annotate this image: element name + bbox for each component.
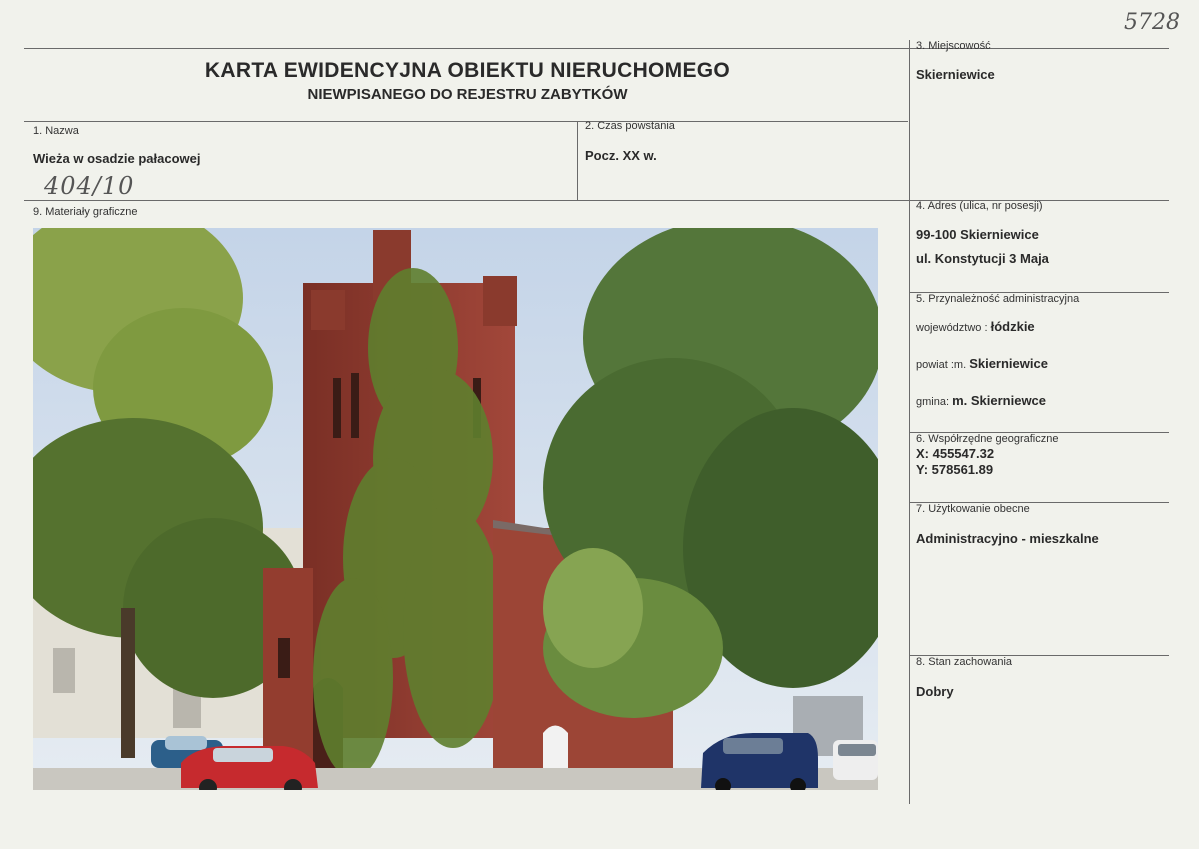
- wojewodztwo-row: [916, 319, 1035, 334]
- wojewodztwo-label: województwo :: [916, 322, 991, 334]
- coordinate-y: Y: 578561.89: [916, 462, 994, 477]
- right-column-divider: [909, 40, 910, 804]
- title-bottom-rule: [24, 121, 908, 122]
- top-rule: [24, 48, 1169, 49]
- powiat-value: Skierniewice: [969, 356, 1048, 371]
- right-tree: [543, 228, 878, 718]
- stan-label: 8. Stan zachowania: [916, 656, 1013, 668]
- czas-value: Pocz. XX w.: [585, 148, 657, 163]
- blue-van: [701, 733, 818, 790]
- inventory-number: 5728: [1124, 10, 1180, 35]
- tower-photo: [33, 228, 878, 790]
- handwritten-note: 404/10: [44, 172, 135, 200]
- stan-value: Dobry: [916, 684, 954, 699]
- adres-line1: 99-100 Skierniewice: [916, 227, 1039, 242]
- miejscowosc-label: 3. Miejscowość: [916, 40, 991, 52]
- card-subtitle: NIEWPISANEGO DO REJESTRU ZABYTKÓW: [307, 86, 628, 103]
- nazwa-value: Wieża w osadzie pałacowej: [33, 151, 201, 166]
- wojewodztwo-value: łódzkie: [990, 319, 1035, 334]
- gmina-row: [916, 393, 1046, 408]
- red-car: [181, 746, 318, 790]
- adres-label: 4. Adres (ulica, nr posesji): [916, 200, 1043, 212]
- wspolrzedne-label: 6. Współrzędne geograficzne: [916, 433, 1059, 445]
- nazwa-label: 1. Nazwa: [33, 125, 79, 137]
- powiat-row: [916, 356, 1048, 371]
- miejscowosc-value: Skierniewice: [916, 67, 995, 82]
- adres-line2: ul. Konstytucji 3 Maja: [916, 251, 1049, 266]
- gmina-value: m. Skierniewce: [952, 393, 1047, 408]
- white-car: [833, 740, 878, 780]
- gmina-label: gmina:: [916, 396, 953, 408]
- powiat-label: powiat :m.: [916, 359, 970, 371]
- czas-label: 2. Czas powstania: [585, 120, 675, 132]
- uzytkowanie-value: Administracyjno - mieszkalne: [916, 531, 1099, 546]
- card-title: KARTA EWIDENCYJNA OBIEKTU NIERUCHOMEGO: [204, 59, 731, 82]
- przynaleznosc-label: 5. Przynależność administracyjna: [916, 293, 1080, 305]
- uzytkowanie-label: 7. Użytkowanie obecne: [916, 503, 1030, 515]
- coordinate-x: X: 455547.32: [916, 446, 995, 461]
- nazwa-czas-divider: [577, 121, 578, 200]
- materialy-label: 9. Materiały graficzne: [33, 206, 138, 218]
